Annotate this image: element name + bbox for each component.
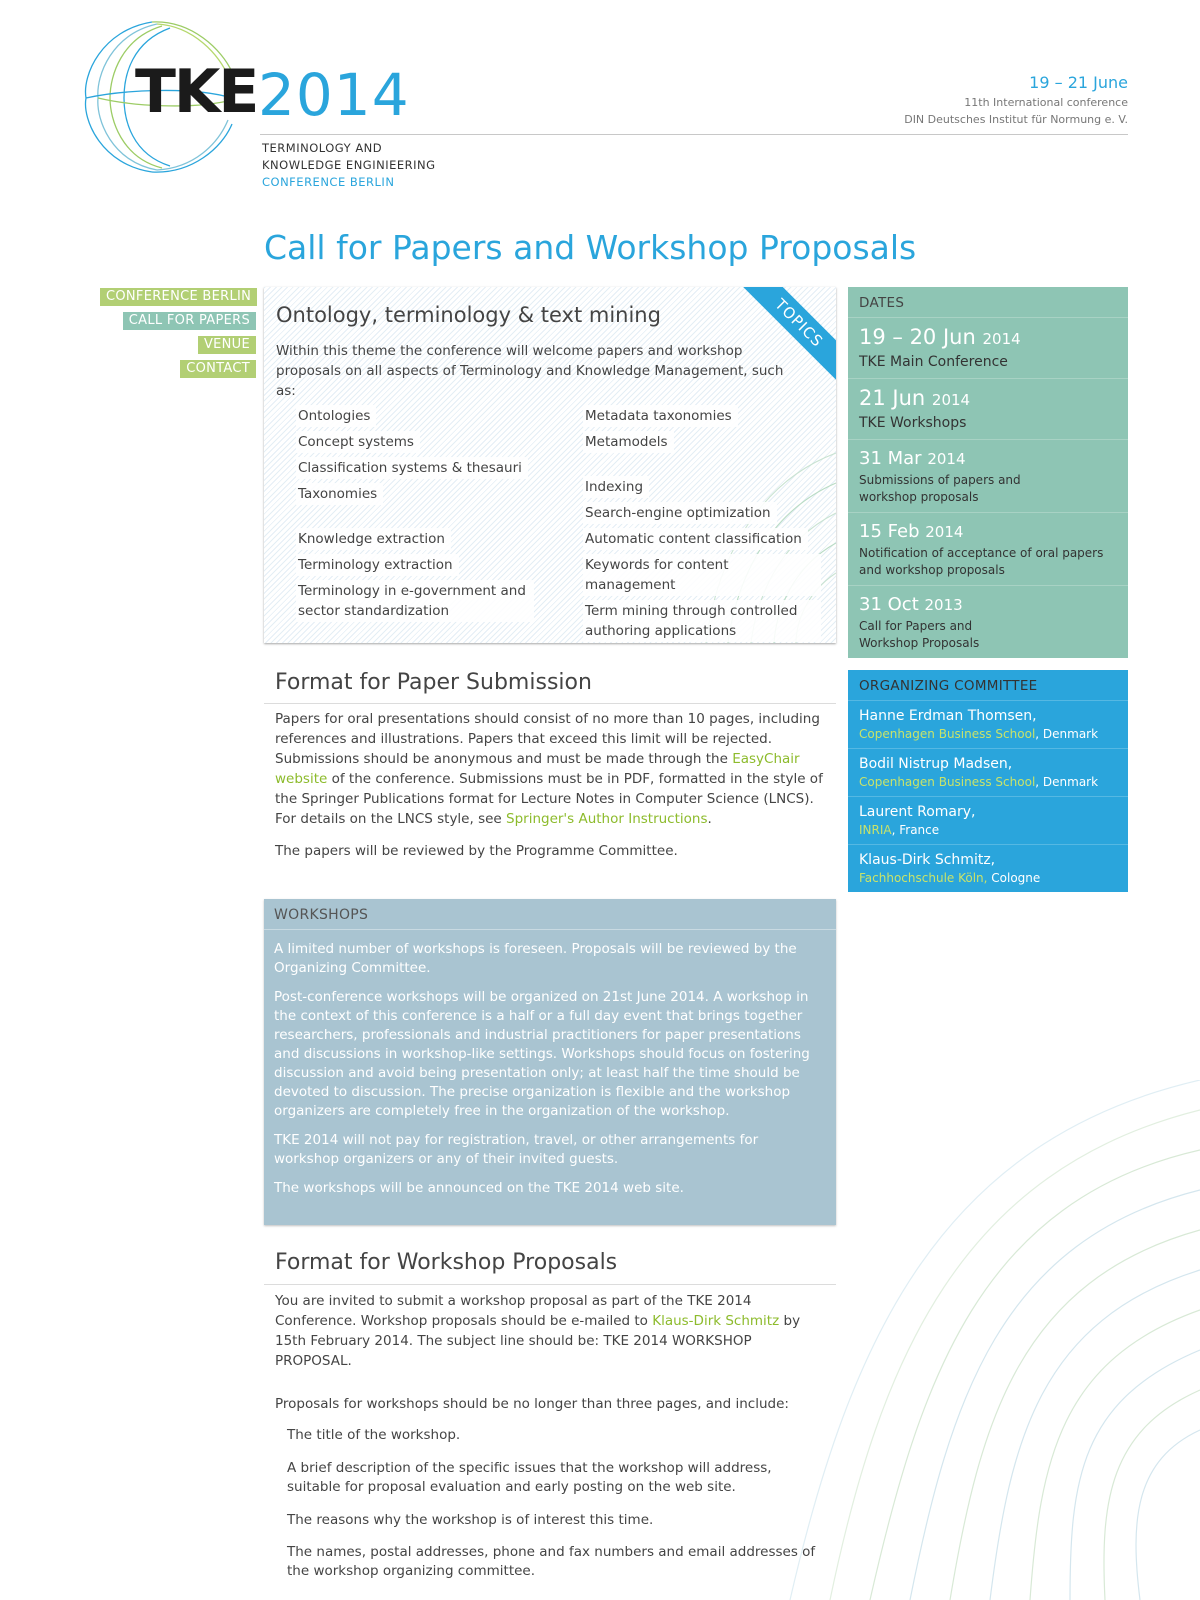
dates-heading: DATES — [859, 295, 905, 311]
topic-item: Metamodels — [583, 431, 674, 453]
member-name: Laurent Romary, — [859, 804, 976, 820]
member-place: Cologne — [987, 871, 1041, 885]
date-year: 2014 — [982, 330, 1021, 348]
topic-item: Keywords for content management — [583, 554, 821, 596]
date-description: TKE Workshops — [859, 415, 967, 431]
date-year: 2014 — [925, 523, 964, 541]
date-year: 2013 — [924, 596, 963, 614]
topic-item: Terminology extraction — [296, 554, 459, 576]
committee-member — [848, 844, 1128, 892]
workshop-format-heading: Format for Workshop Proposals — [275, 1250, 618, 1275]
date-item — [848, 317, 1128, 378]
klaus-dirk-schmitz-email-link[interactable]: Klaus-Dirk Schmitz — [652, 1313, 780, 1329]
date-item — [848, 512, 1128, 585]
workshop-format-divider — [264, 1284, 836, 1285]
date-description: TKE Main Conference — [859, 354, 1008, 370]
header-conference: 11th International conference — [964, 96, 1128, 109]
header-divider — [260, 134, 1128, 135]
logo-subtitle — [262, 140, 436, 191]
dates-panel — [848, 287, 1128, 658]
nav-item-contact[interactable]: CONTACT — [180, 360, 256, 378]
paper-format-text: Papers for oral presentations should consist of no more than 10 pages, including references and illustrations. Papers that exceed this limit will be rejected. Submissions should be anonymous and must be made through the — [275, 711, 820, 767]
topic-item: Term mining through controlled authoring applications — [583, 600, 821, 642]
header-date: 19 – 21 June — [1029, 73, 1128, 92]
date-item — [848, 439, 1128, 512]
member-organization-link[interactable]: Fachhochschule Köln, — [859, 871, 988, 885]
topic-item: Metadata taxonomies — [583, 405, 738, 427]
paper-format-text: of the conference. Submissions must be in PDF, formatted in the style of the Springer Publications format for Lecture Notes in Computer Science (LNCS). For details on the LNCS style, see — [275, 771, 823, 827]
organizing-committee-panel — [848, 670, 1128, 892]
nav-item-conference-berlin[interactable]: CONFERENCE BERLIN — [100, 288, 257, 306]
topics-box — [264, 287, 836, 643]
logo-line-3: CONFERENCE BERLIN — [262, 175, 395, 189]
committee-member — [848, 700, 1128, 748]
paper-format-text: . — [707, 811, 712, 827]
workshops-paragraph: Post-conference workshops will be organized on 21st June 2014. A workshop in the context of this conference is a half or a full day event that brings together researchers, professionals and industrial practitioners for paper presentations and discussions in workshop-like settings. Workshops should focus on fostering discussion and avoid being presentation only; at least half the time should be devoted to discussion. The precise organization is flexible and the workshop organizers are completely free in the organization of the workshop. — [274, 989, 810, 1119]
topics-column-2 — [583, 405, 823, 643]
header-info — [904, 72, 1128, 128]
workshops-paragraph: A limited number of workshops is foreseen. Proposals will be reviewed by the Organizing Committee. — [274, 941, 797, 976]
main-nav — [100, 288, 256, 384]
logo-year-text[interactable]: 2014 — [258, 61, 410, 129]
workshops-paragraph: TKE 2014 will not pay for registration, travel, or other arrangements for workshop organizers or any of their invited guests. — [274, 1132, 759, 1167]
date-value: 21 Jun — [859, 386, 926, 410]
topic-item: Search-engine optimization — [583, 502, 777, 524]
member-organization-link[interactable]: INRIA — [859, 823, 892, 837]
date-description: Call for Papers and Workshop Proposals — [859, 619, 980, 650]
paper-format-divider — [264, 703, 836, 704]
proposal-requirement-item: The reasons why the workshop is of interest this time. — [287, 1512, 654, 1528]
logo-line-1: TERMINOLOGY AND — [262, 141, 383, 155]
paper-format-paragraph — [275, 709, 823, 829]
date-description: Notification of acceptance of oral papers and workshop proposals — [859, 546, 1104, 577]
date-year: 2014 — [931, 391, 971, 409]
member-place: , France — [891, 823, 940, 837]
topic-item: Indexing — [583, 476, 649, 498]
member-place: , Denmark — [1035, 775, 1099, 789]
logo-tke-text[interactable]: TKE — [135, 57, 258, 127]
workshops-paragraph: The workshops will be announced on the TKE 2014 web site. — [274, 1180, 684, 1196]
topic-item: Concept systems — [296, 431, 420, 453]
paper-format-heading: Format for Paper Submission — [275, 670, 592, 695]
topics-title: Ontology, terminology & text mining — [276, 303, 661, 327]
proposal-requirement-item: The names, postal addresses, phone and fax numbers and email addresses of the workshop organizing committee. — [287, 1544, 816, 1579]
topics-ribbon: TOPICS — [736, 287, 836, 386]
topics-intro: Within this theme the conference will welcome papers and workshop proposals on all aspects of Terminology and Knowledge Management, such as: — [276, 343, 784, 399]
committee-member — [848, 796, 1128, 844]
topic-item: Taxonomies — [296, 483, 383, 505]
topic-item: Classification systems & thesauri — [296, 457, 528, 479]
member-name: Bodil Nistrup Madsen, — [859, 756, 1013, 772]
paper-review-note: The papers will be reviewed by the Programme Committee. — [275, 843, 678, 859]
workshops-box — [264, 899, 836, 1225]
topic-item: Terminology in e-government and sector standardization — [296, 580, 534, 622]
page-title: Call for Papers and Workshop Proposals — [264, 228, 917, 267]
member-name: Hanne Erdman Thomsen, — [859, 708, 1037, 724]
springer-author-instructions-link[interactable]: Springer's Author Instructions — [506, 811, 708, 827]
nav-item-venue[interactable]: VENUE — [198, 336, 256, 354]
workshop-format-paragraph — [275, 1291, 823, 1371]
date-value: 31 Oct — [859, 594, 919, 615]
proposal-requirement-item: A brief description of the specific issues that the workshop will address, suitable for proposal evaluation and early posting on the web site. — [287, 1460, 772, 1495]
header-organizer: DIN Deutsches Institut für Normung e. V. — [904, 113, 1128, 126]
nav-item-call-for-papers[interactable]: CALL FOR PAPERS — [123, 312, 256, 330]
topic-item: Ontologies — [296, 405, 376, 427]
easychair-link[interactable]: EasyChair website — [275, 751, 800, 787]
date-item — [848, 378, 1128, 439]
date-value: 19 – 20 Jun — [859, 325, 976, 349]
member-organization-link[interactable]: Copenhagen Business School — [859, 775, 1036, 789]
proposal-requirement-item: The title of the workshop. — [287, 1427, 461, 1443]
workshop-proposal-requirements: Proposals for workshops should be no longer than three pages, and include: — [275, 1396, 789, 1412]
workshops-heading: WORKSHOPS — [264, 899, 836, 930]
member-name: Klaus-Dirk Schmitz, — [859, 852, 996, 868]
date-item — [848, 585, 1128, 658]
topic-item: Automatic content classification — [583, 528, 808, 550]
member-organization-link[interactable]: Copenhagen Business School — [859, 727, 1036, 741]
date-value: 31 Mar — [859, 448, 922, 469]
committee-heading: ORGANIZING COMMITTEE — [859, 678, 1038, 694]
date-value: 15 Feb — [859, 521, 920, 542]
date-year: 2014 — [927, 450, 966, 468]
member-place: , Denmark — [1035, 727, 1099, 741]
workshop-format-text: You are invited to submit a workshop proposal as part of the TKE 2014 Conference. Workshop proposals should be e-mailed to — [275, 1293, 752, 1329]
topic-item: Knowledge extraction — [296, 528, 451, 550]
workshop-format-text: by 15th February 2014. The subject line should be: TKE 2014 WORKSHOP PROPOSAL. — [275, 1313, 801, 1369]
logo-line-2: KNOWLEDGE ENGINIEERING — [262, 158, 436, 172]
topics-column-1 — [296, 405, 566, 626]
committee-member — [848, 748, 1128, 796]
date-description: Submissions of papers and workshop proposals — [859, 473, 1021, 504]
